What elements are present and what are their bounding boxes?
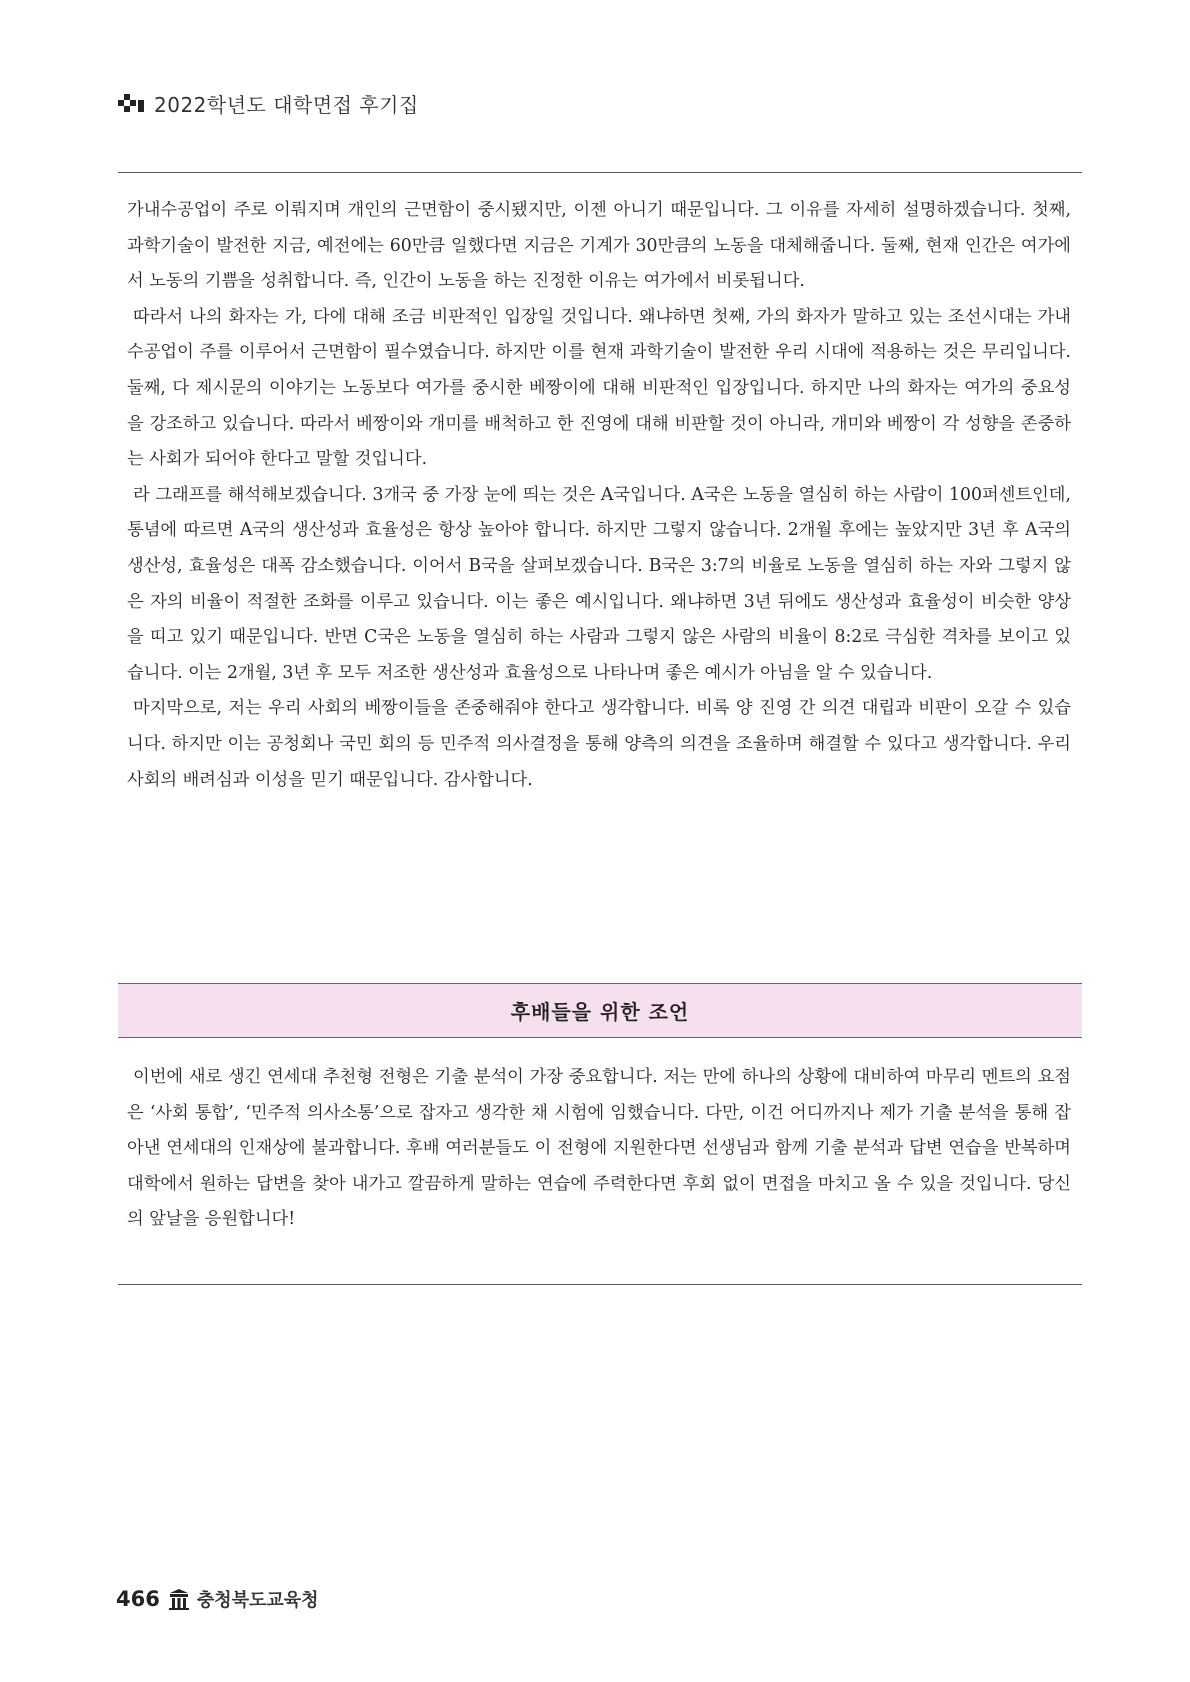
running-title: 2022학년도 대학면접 후기집 — [154, 92, 419, 117]
top-divider — [118, 172, 1082, 173]
body-paragraph: 가내수공업이 주로 이뤄지며 개인의 근면함이 중시됐지만, 이젠 아니기 때문입니다. 그 이유를 자세히 설명하겠습니다. 첫째, 과학기술이 발전한 지금, 예전에는 60만큼 일했다면 지금은 기계가 30만큼의 노동을 대체해줍니다. 둘째, 현재 인간은 여가에서 노동의 기쁨을 성취합니다. 즉, 인간이 노동을 하는 진정한 이유는 여가에서 비롯됩니다. — [127, 200, 1071, 292]
page-footer — [116, 1586, 319, 1612]
page-number: 466 — [116, 1587, 160, 1611]
advice-paragraph: 이번에 새로 생긴 연세대 추천형 전형은 기출 분석이 가장 중요합니다. 저는 만에 하나의 상황에 대비하여 마무리 멘트의 요점은 ‘사회 통합’, ‘민주적 의사소통’으로 잡자고 생각한 채 시험에 임했습니다. 다만, 이건 어디까지나 제가 기출 분석을 통해 잡아낸 연세대의 인재상에 불과합니다. 후배 여러분들도 이 전형에 지원한다면 선생님과 함께 기출 분석과 답변 연습을 반복하며 대학에서 원하는 답변을 찾아 내가고 깔끔하게 말하는 연습에 주력한다면 후회 없이 면접을 마치고 올 수 있을 것입니다. 당신의 앞날을 응원합니다! — [127, 1067, 1071, 1230]
advice-section-header — [118, 983, 1082, 1038]
education-office-logo-icon — [168, 1588, 190, 1610]
advice-title: 후배들을 위한 조언 — [510, 1000, 690, 1024]
bottom-divider — [118, 1284, 1082, 1285]
interview-answer-text — [127, 193, 1071, 798]
body-paragraph: 라 그래프를 해석해보겠습니다. 3개국 중 가장 눈에 띄는 것은 A국입니다. A국은 노동을 열심히 하는 사람이 100퍼센트인데, 통념에 따르면 A국의 생산성과 효율성은 항상 높아야 합니다. 하지만 그렇지 않습니다. 2개월 후에는 높았지만 3년 후 A국의 생산성, 효율성은 대폭 감소했습니다. 이어서 B국을 살펴보겠습니다. B국은 3:7의 비율로 노동을 열심히 하는 자와 그렇지 않은 자의 비율이 적절한 조화를 이루고 있습니다. 이는 좋은 예시입니다. 왜냐하면 3년 뒤에도 생산성과 효율성이 비슷한 양상을 띠고 있기 때문입니다. 반면 C국은 노동을 열심히 하는 사람과 그렇지 않은 사람의 비율이 8:2로 극심한 격차를 보이고 있습니다. 이는 2개월, 3년 후 모두 저조한 생산성과 효율성으로 나타나며 좋은 예시가 아님을 알 수 있습니다. — [127, 484, 1071, 683]
advice-text — [127, 1060, 1071, 1238]
page-header — [118, 88, 419, 118]
checker-mark-icon — [118, 94, 144, 112]
org-name: 충청북도교육청 — [196, 1590, 319, 1611]
body-paragraph: 따라서 나의 화자는 가, 다에 대해 조금 비판적인 입장일 것입니다. 왜냐하면 첫째, 가의 화자가 말하고 있는 조선시대는 가내수공업이 주를 이루어서 근면함이 필수였습니다. 하지만 이를 현재 과학기술이 발전한 우리 시대에 적용하는 것은 무리입니다. 둘째, 다 제시문의 이야기는 노동보다 여가를 중시한 베짱이에 대해 비판적인 입장입니다. 하지만 나의 화자는 여가의 중요성을 강조하고 있습니다. 따라서 베짱이와 개미를 배척하고 한 진영에 대해 비판할 것이 아니라, 개미와 베짱이 각 성향을 존중하는 사회가 되어야 한다고 말할 것입니다. — [127, 306, 1071, 470]
body-paragraph: 마지막으로, 저는 우리 사회의 베짱이들을 존중해줘야 한다고 생각합니다. 비록 양 진영 간 의견 대립과 비판이 오갈 수 있습니다. 하지만 이는 공청회나 국민 회의 등 민주적 의사결정을 통해 양측의 의견을 조율하며 해결할 수 있다고 생각합니다. 우리 사회의 배려심과 이성을 믿기 때문입니다. 감사합니다. — [127, 698, 1071, 790]
